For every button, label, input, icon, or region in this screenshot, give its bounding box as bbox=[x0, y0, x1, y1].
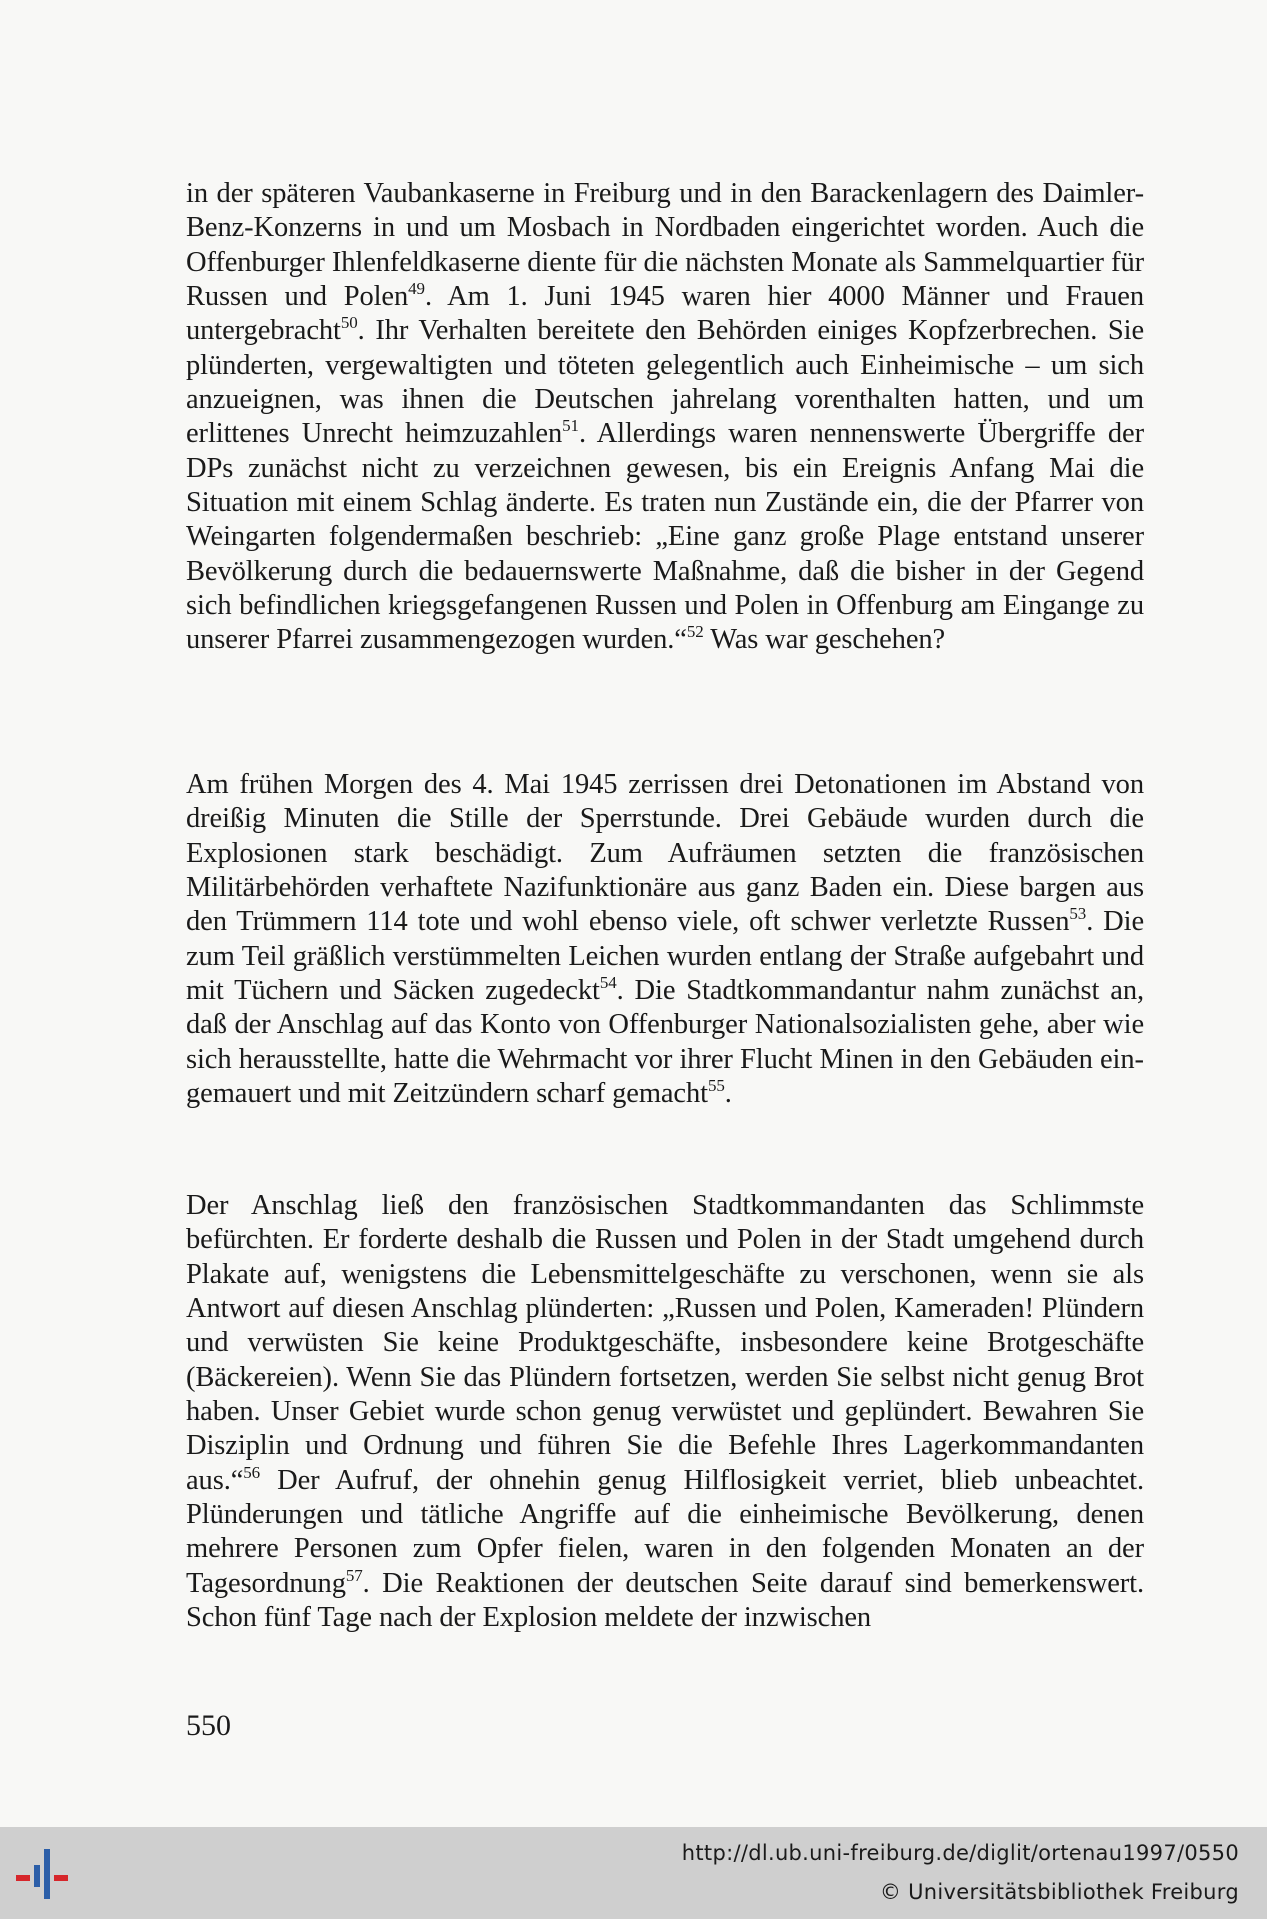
text-run: . Die Reaktionen der deutschen Seite darauf sind bemerkenswert. Schon fünf Tage nach der Explosion meldete der inzwischen bbox=[186, 1567, 1144, 1634]
footnote-ref: 56 bbox=[243, 1462, 261, 1482]
text-run: Der Anschlag ließ den französischen Stadtkommandanten das Schlimmste befürchten. Er forderte deshalb die Russen und Polen in der Stadt umgehend durch Plakate auf, wenigstens die Lebensmittelgeschäfte zu verschonen, wenn sie als Antwort auf diesen Anschlag plünderten: „Russen und Polen, Kameraden! Plündern und verwüsten Sie keine Produktgeschäfte, insbesondere keine Brotgeschäfte (Bäckereien). Wenn Sie das Plündern fortsetzen, werden Sie selbst nicht genug Brot haben. Unser Gebiet wurde schon genug verwüstet und geplündert. Bewahren Sie Disziplin und Ordnung und führen Sie die Befehle Ihres Lagerkommandanten aus.“ bbox=[186, 1190, 1144, 1496]
permalink-url[interactable]: http://dl.ub.uni-freiburg.de/diglit/ortenau1997/0550 bbox=[681, 1841, 1239, 1865]
footnote-ref: 53 bbox=[1069, 904, 1087, 924]
text-run: . bbox=[724, 1078, 732, 1110]
paragraph-2 bbox=[186, 768, 1144, 1111]
page-number: 550 bbox=[186, 1709, 231, 1742]
footnote-ref: 55 bbox=[707, 1076, 725, 1096]
text-run: Was war geschehen? bbox=[703, 624, 946, 656]
footnote-ref: 54 bbox=[599, 973, 617, 993]
copyright-notice: © Universitätsbibliothek Freiburg bbox=[879, 1880, 1239, 1904]
text-run: . Die Stadtkommandantur nahm zunächst an, daß der Anschlag auf das Konto von Offenburger Nationalsozialisten gehe, aber wie sich herausstellte, hatte die Wehrmacht vor ihrer Flucht Minen in den Gebäuden eingemauert und mit Zeitzündern scharf gemacht bbox=[186, 975, 1144, 1110]
footnote-ref: 51 bbox=[562, 416, 579, 436]
text-run: . Ihr Verhalten bereitete den Behörden einiges Kopfzerbrechen. Sie plünderten, vergewaltigten und töteten gelegentlich auch Einheimische – um sich anzueignen, was ihnen die Deutschen jahrelang vorenthalten hatten, und um erlittenes Unrecht heimzuzahlen bbox=[186, 315, 1144, 450]
footnote-ref: 50 bbox=[340, 313, 358, 333]
paragraph-1 bbox=[186, 177, 1144, 658]
text-run: Der Aufruf, der ohnehin genug Hilflosigkeit verriet, blieb unbeachtet. Plünderungen und tätliche Angriffe auf die einheimische Bevölkerung, denen mehrere Personen zum Opfer fielen, waren in den folgenden Monaten an der Tagesordnung bbox=[186, 1464, 1144, 1599]
footer-bar bbox=[0, 1827, 1267, 1919]
text-run: . Die zum Teil gräßlich verstümmelten Leichen wurden entlang der Straße aufgebahrt und mit Tüchern und Säcken zugedeckt bbox=[186, 906, 1145, 1007]
text-run: . Am 1. Juni 1945 waren hier 4000 Männer und Frauen untergebracht bbox=[186, 281, 1144, 347]
paragraph-3 bbox=[186, 1189, 1144, 1635]
footnote-ref: 57 bbox=[345, 1565, 363, 1585]
footnote-ref: 49 bbox=[408, 279, 425, 299]
footnote-ref: 52 bbox=[686, 622, 704, 642]
text-run: . Allerdings waren nennenswerte Übergriffe der DPs zunächst nicht zu verzeichnen gewesen, bis ein Ereignis Anfang Mai die Situation mit einem Schlag änderte. Es traten nun Zustände ein, die der Pfarrer von Weingarten folgendermaßen beschrieb: „Eine ganz große Plage entstand unserer Bevölkerung durch die bedauernswerte Maßnahme, daß die bisher in der Gegend sich befindlichen kriegsgefangenen Russen und Polen in Offenburg am Eingange zu unserer Pfarrei zusammengezogen wurden.“ bbox=[186, 418, 1144, 656]
university-library-logo-icon bbox=[14, 1839, 84, 1909]
text-run: in der späteren Vaubankaserne in Freiburg und in den Barackenlagern des Daimler-Benz-Konzerns in und um Mosbach in Nordbaden eingerichtet worden. Auch die Offenburger Ihlenfeldkaserne diente für die nächsten Monate als Sammelquartier für Russen und Polen bbox=[186, 178, 1144, 313]
text-run: Am frühen Morgen des 4. Mai 1945 zerrissen drei Detonationen im Abstand von dreißig Minuten die Stille der Sperrstunde. Drei Gebäude wurden durch die Explosionen stark beschädigt. Zum Aufräumen setzten die französischen Militärbehörden verhaftete Nazifunktionäre aus ganz Baden ein. Diese bargen aus den Trümmern 114 tote und wohl ebenso viele, oft schwer verletzte Russen bbox=[186, 769, 1144, 938]
